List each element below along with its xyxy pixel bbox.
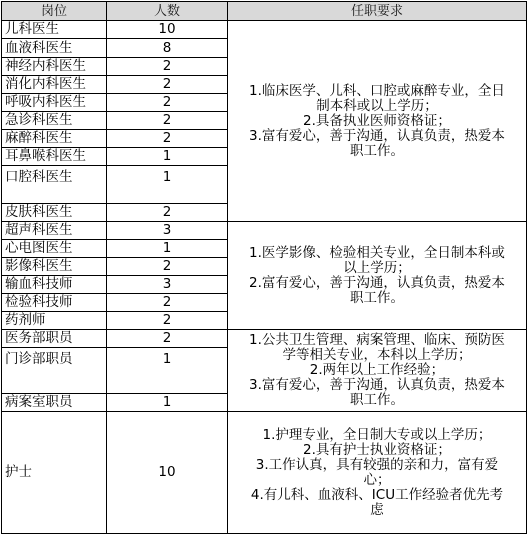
requirement-line: 制本科或以上学历； [316, 97, 438, 114]
position-cell: 血液科医生 [1, 38, 107, 58]
position-cell: 影像科医生 [1, 257, 107, 276]
count-cell: 3 [106, 275, 228, 294]
count-cell: 2 [106, 111, 228, 130]
requirement-line: 1.医学影像、检验相关专业，全日制本科或 [249, 244, 505, 261]
header-requirement: 任职要求 [227, 1, 527, 21]
requirement-line: 3.工作认真，具有较强的亲和力，富有爱 [255, 456, 499, 473]
count-cell: 1 [106, 347, 228, 394]
position-cell: 超声科医生 [1, 221, 107, 240]
requirement-line: 2.具备执业医师资格证； [303, 112, 451, 129]
position-cell: 输血科技师 [1, 275, 107, 294]
count-cell: 2 [106, 129, 228, 148]
header-count: 人数 [106, 1, 228, 21]
position-cell: 门诊部职员 [1, 347, 107, 394]
position-cell: 检验科技师 [1, 293, 107, 312]
requirement-cell [227, 221, 527, 330]
position-cell: 皮肤科医生 [1, 203, 107, 222]
count-cell: 2 [106, 293, 228, 312]
position-cell: 病案室职员 [1, 393, 107, 412]
requirement-line: 职工作。 [350, 392, 404, 408]
count-cell: 10 [106, 411, 228, 534]
requirement-line: 3.富有爱心，善于沟通，认真负责，热爱本 [249, 127, 505, 144]
requirement-line: 4.有儿科、血液科、ICU工作经验者优先考 [250, 486, 504, 503]
requirement-line: 职工作。 [350, 289, 404, 306]
count-cell: 1 [106, 147, 228, 166]
position-cell: 护士 [1, 411, 107, 534]
requirement-line: 1.公共卫生管理、病案管理、临床、预防医 [249, 332, 505, 348]
count-cell: 2 [106, 257, 228, 276]
job-requirements-table [1, 1, 527, 533]
count-cell: 1 [106, 165, 228, 204]
position-cell: 麻醉科医生 [1, 129, 107, 148]
count-cell: 2 [106, 75, 228, 94]
requirement-cell [227, 20, 527, 222]
requirement-line: 3.富有爱心，善于沟通，认真负责，热爱本 [249, 377, 505, 393]
count-cell: 1 [106, 393, 228, 412]
count-cell: 2 [106, 311, 228, 330]
position-cell: 呼吸内科医生 [1, 93, 107, 112]
requirement-cell [227, 329, 527, 412]
requirement-line: 2.两年以上工作经验； [309, 362, 445, 378]
requirement-line: 1.护理专业，全日制大专或以上学历； [262, 426, 492, 443]
header-position: 岗位 [1, 1, 107, 21]
position-cell: 药剂师 [1, 311, 107, 330]
requirement-cell [227, 411, 527, 534]
position-cell: 口腔科医生 [1, 165, 107, 204]
requirement-line: 2.富有爱心，善于沟通，认真负责，热爱本 [249, 274, 505, 291]
position-cell: 医务部职员 [1, 329, 107, 348]
requirement-line: 学等相关专业，本科以上学历； [282, 347, 472, 363]
position-cell: 心电图医生 [1, 239, 107, 258]
count-cell: 2 [106, 203, 228, 222]
count-cell: 2 [106, 329, 228, 348]
requirement-line: 虑 [370, 501, 384, 518]
count-cell: 8 [106, 38, 228, 58]
position-cell: 儿科医生 [1, 20, 107, 39]
position-cell: 消化内科医生 [1, 75, 107, 94]
count-cell: 2 [106, 93, 228, 112]
count-cell: 10 [106, 20, 228, 39]
requirement-line: 职工作。 [350, 142, 404, 159]
position-cell: 神经内科医生 [1, 57, 107, 76]
count-cell: 3 [106, 221, 228, 240]
requirement-line: 2.具有护士执业资格证； [303, 441, 451, 458]
requirement-line: 心； [363, 471, 391, 488]
requirement-line: 以上学历； [343, 259, 411, 276]
count-cell: 2 [106, 57, 228, 76]
position-cell: 耳鼻喉科医生 [1, 147, 107, 166]
requirement-line: 1.临床医学、儿科、口腔或麻醉专业，全日 [249, 82, 505, 99]
count-cell: 1 [106, 239, 228, 258]
position-cell: 急诊科医生 [1, 111, 107, 130]
